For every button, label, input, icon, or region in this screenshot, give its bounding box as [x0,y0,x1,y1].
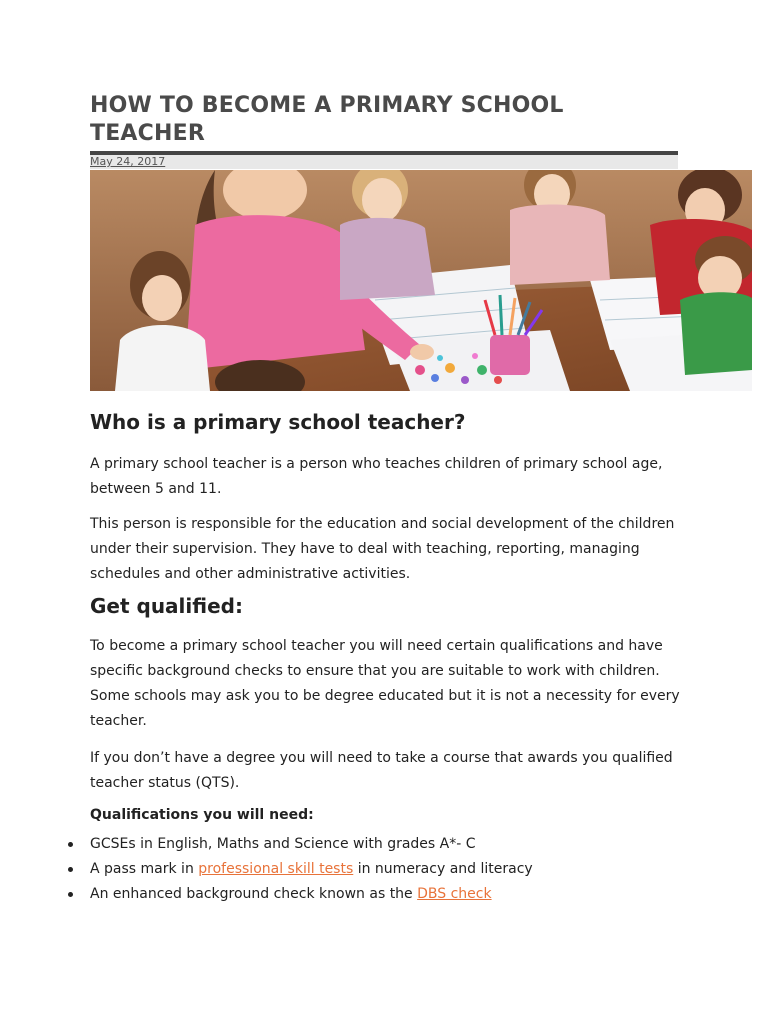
professional-skill-tests-link[interactable]: professional skill tests [198,861,354,877]
qualifications-list [90,832,533,907]
list-item [90,857,533,882]
hero-image [90,170,752,391]
classroom-photo-icon [90,170,752,391]
date-bar [90,155,678,169]
paragraph-definition: A primary school teacher is a person who teaches children of primary school age, between 5 and 11. [90,456,663,497]
list-item-text: GCSEs in English, Maths and Science with grades A*- C [90,836,476,852]
list-item-text-after: in numeracy and literacy [353,861,533,877]
list-item [90,882,533,907]
qualifications-subheading: Qualifications you will need: [90,807,314,823]
dbs-check-link[interactable]: DBS check [417,886,492,902]
list-item-text-before: An enhanced background check known as the [90,886,418,902]
section-heading-get-qualified: Get qualified: [90,594,243,618]
post-date-link[interactable]: May 24, 2017 [90,155,166,168]
list-item-text-before: A pass mark in [90,861,199,877]
list-item [90,832,533,857]
paragraph-responsibilities: This person is responsible for the education and social development of the children under their supervision. They have to deal with teaching, reporting, managing schedules and other administrative activities. [90,516,675,582]
paragraph-qualifications-intro: To become a primary school teacher you will need certain qualifications and have specific background checks to ensure that you are suitable to work with children. Some schools may ask you to be degree educated but it is not a necessity for every teacher. [90,638,680,729]
article-title: HOW TO BECOME A PRIMARY SCHOOL TEACHER [90,93,564,146]
section-heading-who: Who is a primary school teacher? [90,410,466,434]
paragraph-qts: If you don’t have a degree you will need to take a course that awards you qualified teacher status (QTS). [90,750,673,791]
